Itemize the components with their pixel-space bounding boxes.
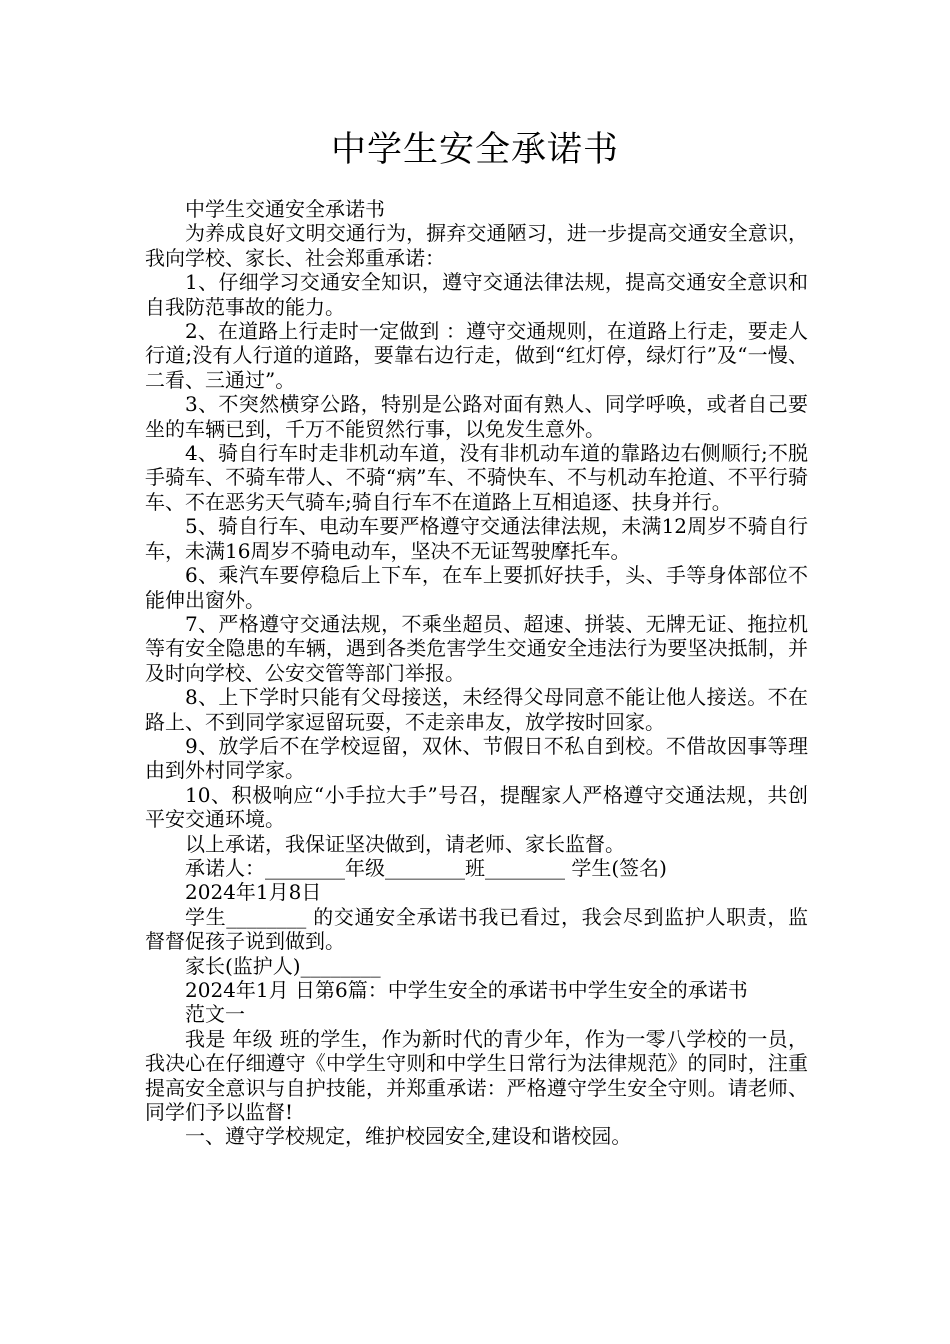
date-line: 2024年1月8日 xyxy=(185,880,322,905)
paragraph: 一、遵守学校规定，维护校园安全,建设和谐校园。 xyxy=(185,1124,632,1149)
paragraph: 2024年1月 日第6篇：中学生安全的承诺书中学生安全的承诺书 xyxy=(185,978,748,1002)
paragraph: 1、仔细学习交通安全知识，遵守交通法律法规，提高交通安全意识和自我防范事故的能力。 xyxy=(145,270,808,319)
paragraph: 7、严格遵守交通法规，不乘坐超员、超速、拼装、无牌无证、拖拉机等有安全隐患的车辆，遇到各类危害学生交通安全违法行为要坚决抵制，并及时向学校、公安交管等部门举报。 xyxy=(145,611,808,685)
paragraph: 4、骑自行车时走非机动车道，没有非机动车道的靠路边右侧顺行;不脱手骑车、不骑车带人、不骑“病”车、不骑快车、不与机动车抢道、不平行骑车、不在恶劣天气骑车;骑自行车不在道路上互相追逐、扶身并行。 xyxy=(145,441,808,514)
document-body xyxy=(145,197,808,1149)
paragraph: 以上承诺，我保证坚决做到，请老师、家长监督。 xyxy=(185,831,625,856)
paragraph: 5、骑自行车、电动车要严格遵守交通法律法规，未满12周岁不骑自行车，未满16周岁不骑电动车，坚决不无证驾驶摩托车。 xyxy=(145,514,808,563)
paragraph: 我是 年级 班的学生，作为新时代的青少年，作为一零八学校的一员，我决心在仔细遵守《中学生守则和中学生日常行为法律规范》的同时，注重提高安全意识与自护技能，并郑重承诺：严格遵守学生安全守则。请老师、同学们予以监督! xyxy=(145,1026,808,1125)
paragraph: 6、乘汽车要停稳后上下车，在车上要抓好扶手，头、手等身体部位不能伸出窗外。 xyxy=(145,563,808,612)
paragraph: 9、放学后不在学校逗留，双休、节假日不私自到校。不借故因事等理由到外村同学家。 xyxy=(145,733,808,783)
paragraph: 中学生交通安全承诺书 xyxy=(185,197,385,221)
paragraph: 学生________ 的交通安全承诺书我已看过，我会尽到监护人职责，监督督促孩子说到做到。 xyxy=(145,904,808,954)
paragraph: 8、上下学时只能有父母接送，未经得父母同意不能让他人接送。不在路上、不到同学家逗留玩耍，不走亲串友，放学按时回家。 xyxy=(145,685,808,734)
paragraph: 3、不突然横穿公路，特别是公路对面有熟人、同学呼唤，或者自己要坐的车辆已到，千万不能贸然行事，以免发生意外。 xyxy=(145,392,808,441)
document-title: 中学生安全承诺书 xyxy=(330,130,619,170)
section-heading: 范文一 xyxy=(185,1002,245,1027)
paragraph: 10、积极响应“小手拉大手”号召，提醒家人严格遵守交通法规，共创平安交通环境。 xyxy=(145,782,808,832)
signature-line: 承诺人：________年级________班________ 学生(签名) xyxy=(185,855,667,880)
paragraph: 为养成良好文明交通行为，摒弃交通陋习，进一步提高交通安全意识，我向学校、家长、社会郑重承诺： xyxy=(145,221,808,270)
guardian-signature-line: 家长(监护人)________ xyxy=(185,953,381,978)
paragraph: 2、在道路上行走时一定做到 ：遵守交通规则，在道路上行走，要走人行道;没有人行道的道路，要靠右边行走，做到“红灯停，绿灯行”及“一慢、二看、三通过”。 xyxy=(145,319,808,392)
